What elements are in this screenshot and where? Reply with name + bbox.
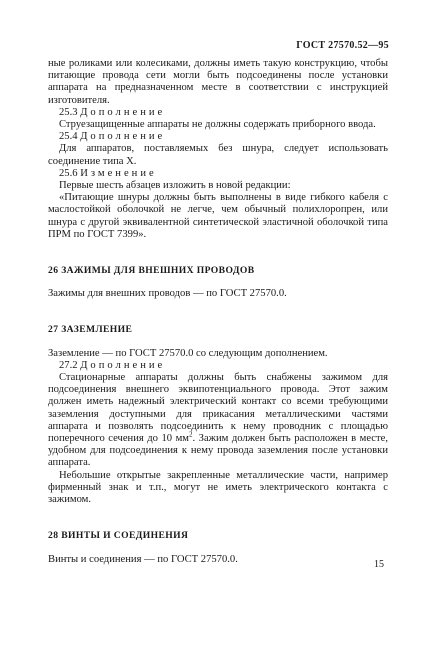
clause-type: Дополнение <box>80 359 166 371</box>
document-code-header: ГОСТ 27570.52—95 <box>296 40 389 51</box>
section-28-title: 28 ВИНТЫ И СОЕДИНЕНИЯ <box>48 530 189 542</box>
clause-27-2-heading <box>48 360 388 372</box>
document-body <box>48 58 388 566</box>
clause-25-3-text: Струезащищенные аппараты не должны содержать приборного ввода. <box>59 119 376 131</box>
section-26-text: Зажимы для внешних проводов — по ГОСТ 27570.0. <box>48 288 287 300</box>
clause-27-2-text <box>48 372 388 470</box>
clause-25-6-text: Первые шесть абзацев изложить в новой редакции: <box>59 180 291 192</box>
clause-number: 27.2 <box>59 359 78 371</box>
section-27-text: Заземление — по ГОСТ 27570.0 со следующим дополнением. <box>48 347 328 359</box>
paragraph-intro: ные роликами или колесиками, должны иметь такую конструкцию, чтобы питающие провода сети могли быть подсоединены после установки аппарата на предназначенном месте в соответствии с инструкцией изготовителя. <box>48 58 388 106</box>
clause-25-6-heading <box>48 168 388 180</box>
clause-number: 25.3 <box>59 106 78 118</box>
clause-type: Дополнение <box>80 106 166 118</box>
section-27-title: 27 ЗАЗЕМЛЕНИЕ <box>48 324 133 336</box>
clause-25-4-text: Для аппаратов, поставляемых без шнура, следует использовать соединение типа X. <box>48 143 388 167</box>
superscript: 2 <box>188 430 193 439</box>
page-number: 15 <box>374 559 384 570</box>
clause-25-3-heading <box>48 107 388 119</box>
clause-27-2-text-start: Стационарные аппараты должны быть снабжены зажимом для подсоединения внешнего эквипотенциального провода. Этот зажим должен иметь надежный электрический контакт со всеми требующими заземления доступными для прикасания металлическими частями аппарата и позволять подсоединить к нему проводник с площадью поперечного сечения до 10 мм <box>48 372 388 445</box>
clause-type: Дополнение <box>80 131 166 143</box>
clause-number: 25.4 <box>59 131 78 143</box>
clause-type: Изменение <box>80 167 157 179</box>
section-26-title: 26 ЗАЖИМЫ ДЛЯ ВНЕШНИХ ПРОВОДОВ <box>48 265 255 277</box>
section-28-text: Винты и соединения — по ГОСТ 27570.0. <box>48 553 238 565</box>
clause-25-4-heading <box>48 131 388 143</box>
clause-27-2-note: Небольшие открытые закрепленные металлические части, например фирменный знак и т.п., могут не иметь электрического контакта с зажимом. <box>48 469 388 506</box>
clause-number: 25.6 <box>59 167 78 179</box>
clause-27-2-text-end: . Зажим должен быть расположен в месте, удобном для подсоединения к нему провода заземления после установки аппарата. <box>48 433 388 469</box>
clause-25-6-quote: «Питающие шнуры должны быть выполнены в виде гибкого кабеля с маслостойкой оболочкой не легче, чем обычный полихлоропрен, или шнура с другой эквивалентной синтетической эластичной оболочкой типа ПРМ по ГОСТ 7399». <box>48 192 388 240</box>
